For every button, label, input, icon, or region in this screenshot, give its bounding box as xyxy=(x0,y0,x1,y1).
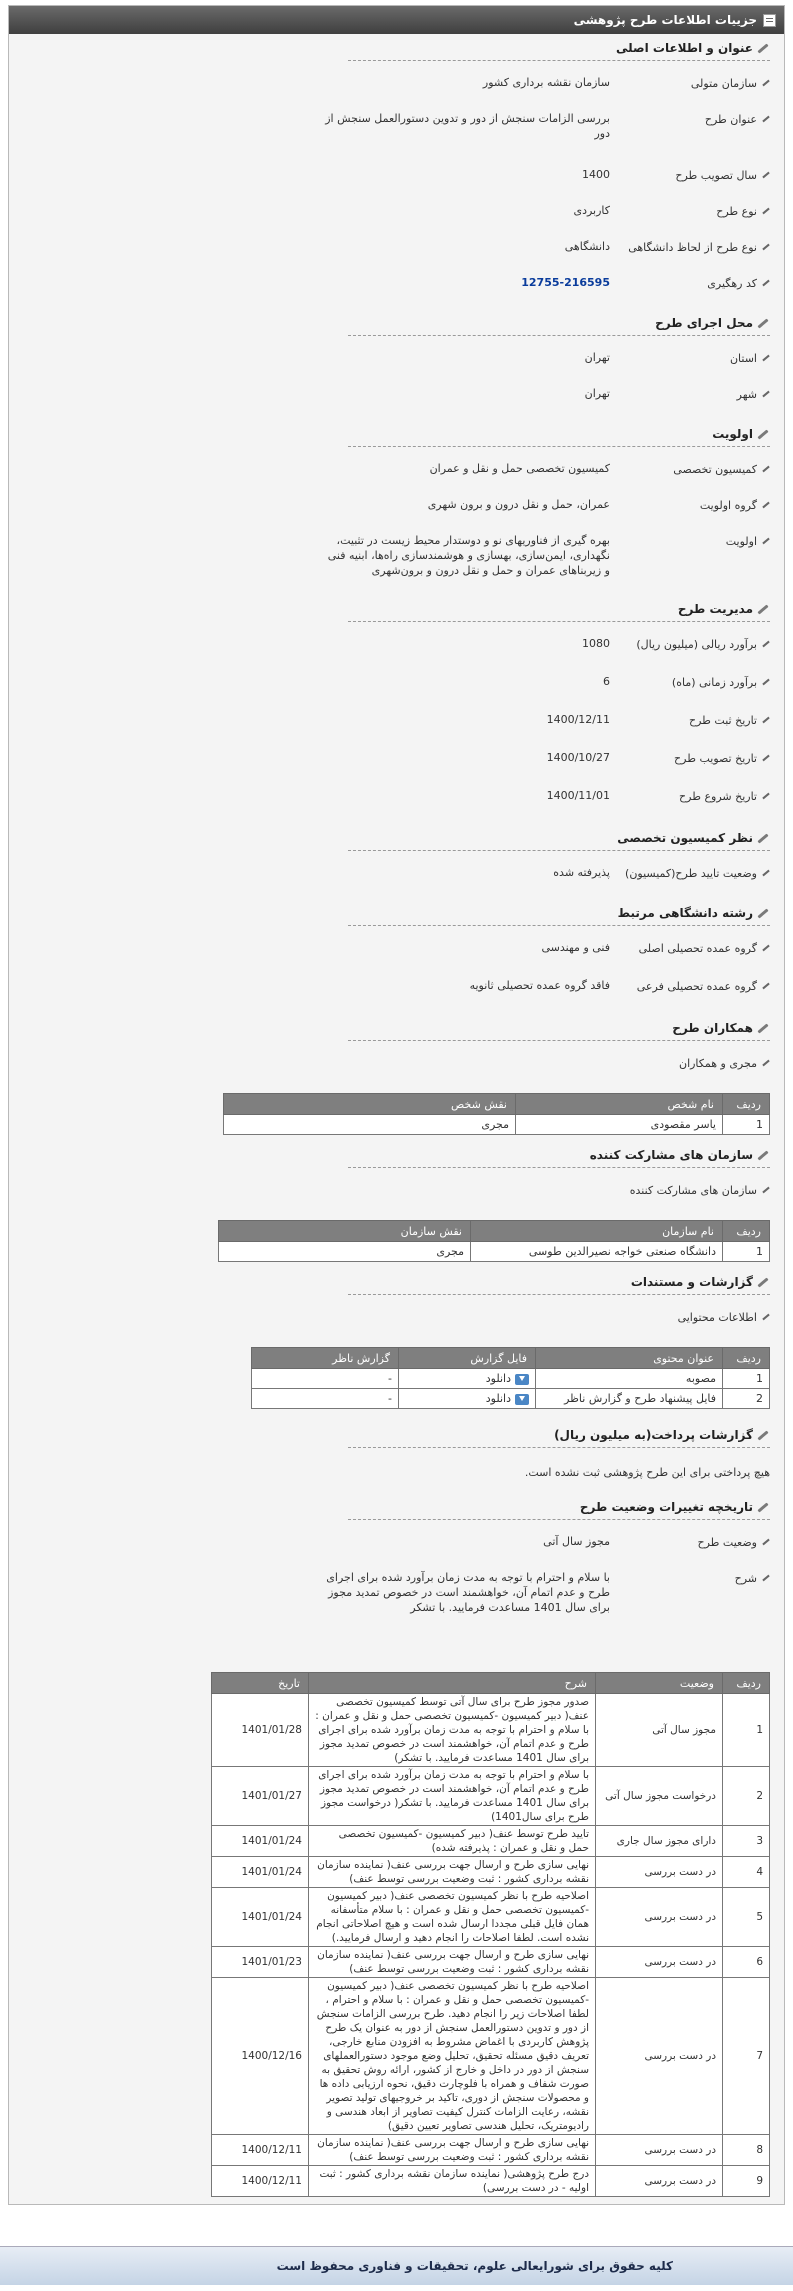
window-icon xyxy=(763,14,776,27)
footer xyxy=(0,2246,793,2285)
field-row xyxy=(9,378,770,414)
section-colleagues xyxy=(9,1016,770,1135)
table-cell: با سلام و احترام با توجه به مدت زمان برآورد شده برای اجرای طرح و عدم اتمام آن، خواهشمند است در خصوص تمدید مجوز برای سال 1401 مساعدت فرمایید. با تشکر( درخواست مجوز طرح برای سال1401) xyxy=(309,1767,596,1826)
field-value: پذیرفته شده xyxy=(553,866,610,879)
table-cell: 1401/01/23 xyxy=(212,1947,309,1978)
field-row xyxy=(9,67,770,103)
field-label: نوع طرح xyxy=(716,205,757,218)
bullet-pen-icon xyxy=(761,243,770,252)
field-value: کمیسیون تخصصی حمل و نقل و عمران xyxy=(429,462,610,475)
field-value: تهران xyxy=(584,387,610,400)
table-header-cell: ردیف xyxy=(723,1348,770,1369)
table-cell: در دست بررسی xyxy=(596,1857,723,1888)
field-label: گروه عمده تحصیلی اصلی xyxy=(638,942,757,955)
bullet-pen-icon xyxy=(761,207,770,216)
table-cell: 1401/01/24 xyxy=(212,1826,309,1857)
orgs-table xyxy=(218,1220,770,1262)
field-value: بررسی الزامات سنجش از دور و تدوین دستورالعمل سنجش از دور xyxy=(325,112,610,140)
pen-icon xyxy=(756,428,770,440)
bullet-pen-icon xyxy=(761,982,770,991)
field-label-wrap xyxy=(610,970,770,993)
field-value: مجوز سال آتی xyxy=(543,1535,610,1548)
field-value: دانشگاهی xyxy=(564,240,610,253)
field-label: گروه اولویت xyxy=(699,499,757,512)
table-cell: 5 xyxy=(723,1888,770,1947)
table-cell: اصلاحیه طرح با نظر کمیسیون تخصصی عنف( دبیر کمیسیون -کمیسیون تخصصی حمل و نقل و عمران : با سلام متأسفانه همان فایل قبلی مجددا ارسال شده است و هیچ اصلاحاتی انجام نشده است. لطفا اصلاحات را انجام دهید و ارسال فرمایید.) xyxy=(309,1888,596,1947)
table-cell: در دست بررسی xyxy=(596,2135,723,2166)
table-row xyxy=(212,1978,770,2135)
field-label-wrap xyxy=(610,780,770,803)
table-header-cell: شرح xyxy=(309,1673,596,1694)
field-row xyxy=(9,970,770,1008)
table-row xyxy=(219,1242,770,1262)
table-cell: نهایی سازی طرح و ارسال جهت بررسی عنف( نماینده سازمان نقشه برداری کشور : ثبت وضعیت بررسی توسط عنف) xyxy=(309,1947,596,1978)
bullet-pen-icon xyxy=(761,537,770,546)
table-cell: 1 xyxy=(723,1115,770,1135)
section-header-payments xyxy=(348,1423,770,1448)
field-label: تاریخ ثبت طرح xyxy=(689,714,757,727)
table-cell: 1 xyxy=(723,1242,770,1262)
field-label-wrap xyxy=(610,1526,770,1549)
field-label-wrap xyxy=(610,267,770,290)
field-value: عمران، حمل و نقل درون و برون شهری xyxy=(427,498,610,511)
colleagues-table xyxy=(223,1093,770,1135)
field-label-wrap xyxy=(610,103,770,126)
section-title: محل اجرای طرح xyxy=(655,316,753,330)
field-row xyxy=(9,525,770,589)
section-header-location xyxy=(348,311,770,336)
section-main xyxy=(9,36,770,303)
section-title: همکاران طرح xyxy=(672,1021,753,1035)
details-content xyxy=(9,36,784,2197)
pen-icon xyxy=(756,1149,770,1161)
pen-icon xyxy=(756,603,770,615)
download-cell[interactable] xyxy=(399,1369,536,1389)
field-label-wrap xyxy=(610,932,770,955)
table-cell: 1 xyxy=(723,1694,770,1767)
field-label: برآورد ریالی (میلیون ریال) xyxy=(636,638,757,651)
table-header-row xyxy=(219,1221,770,1242)
field-row xyxy=(9,103,770,159)
table-header-cell: ردیف xyxy=(723,1094,770,1115)
field-row xyxy=(9,231,770,267)
bullet-pen-icon xyxy=(761,1186,770,1195)
field-value: 1400/11/01 xyxy=(546,789,610,802)
table-header-row xyxy=(252,1348,770,1369)
table-cell: نهایی سازی طرح و ارسال جهت بررسی عنف( نماینده سازمان نقشه برداری کشور : ثبت وضعیت بررسی توسط عنف) xyxy=(309,2135,596,2166)
field-value: فاقد گروه عمده تحصیلی ثانویه xyxy=(469,979,610,992)
table-row xyxy=(212,2135,770,2166)
field-row xyxy=(9,857,770,893)
table-row xyxy=(212,1947,770,1978)
table-cell: 2 xyxy=(723,1767,770,1826)
pen-icon xyxy=(756,1429,770,1441)
table-row xyxy=(212,1767,770,1826)
download-link[interactable]: دانلود xyxy=(485,1372,511,1385)
section-header-academic xyxy=(348,901,770,926)
field-label: نوع طرح از لحاظ دانشگاهی xyxy=(628,241,757,254)
bullet-pen-icon xyxy=(761,354,770,363)
field-row xyxy=(9,704,770,742)
field-label-wrap xyxy=(610,525,770,548)
table-header-cell: نام شخص xyxy=(516,1094,723,1115)
field-label: سازمان های مشارکت کننده xyxy=(629,1184,757,1197)
table-cell: مجوز سال آتی xyxy=(596,1694,723,1767)
table-row xyxy=(252,1369,770,1389)
field-row xyxy=(9,742,770,780)
bullet-pen-icon xyxy=(761,716,770,725)
section-commission xyxy=(9,826,770,893)
pen-icon xyxy=(756,907,770,919)
field-label-wrap xyxy=(610,489,770,512)
field-label: شرح xyxy=(734,1572,757,1585)
field-label: مجری و همکاران xyxy=(678,1057,757,1070)
field-row xyxy=(9,489,770,525)
field-label-wrap xyxy=(610,857,770,880)
table-cell: درخواست مجوز سال آتی xyxy=(596,1767,723,1826)
field-label-wrap xyxy=(610,1047,770,1070)
field-row xyxy=(9,342,770,378)
section-history xyxy=(9,1495,770,2197)
table-cell: 1401/01/24 xyxy=(212,1888,309,1947)
field-label-wrap xyxy=(610,159,770,182)
table-cell: اصلاحیه طرح با نظر کمیسیون تخصصی عنف( دبیر کمیسیون -کمیسیون تخصصی حمل و نقل و عمران : با سلام و احترام ، لطفا اصلاحات زیر را انجام دهید. طرح بررسی الزامات سنجش از دور و تدوین دستورالعمل سنجش از دور به عنوان یک طرح پژوهش کاربردی با اغماض مشروط به افزودن منابع خارجی، تعریف دقیق مسئله تحقیق، تحلیل وضع موجود دستورالعملهای سنجش از دور در داخل و خارج از کشور، ارائه روش تحقیق به صورت شفاف و همراه با فلوچارت دقیق، نحوه ارزیابی داده ها و محصولات سنجش از دوری، تاکید بر خروجیهای تولید تصویر نقشه، رعایت الزامات کنترل کیفیت تصاویر از ابعاد هندسی و رادیومتریک، تحلیل هندسی تصاویر تعیین دقیق) xyxy=(309,1978,596,2135)
field-row xyxy=(9,159,770,195)
section-title: مدیریت طرح xyxy=(677,602,753,616)
section-header-orgs xyxy=(348,1143,770,1168)
table-cell: 2 xyxy=(723,1389,770,1409)
field-value: 6 xyxy=(603,675,610,688)
table-cell: مجری xyxy=(219,1242,471,1262)
field-row xyxy=(9,666,770,704)
table-row xyxy=(224,1115,770,1135)
section-title: عنوان و اطلاعات اصلی xyxy=(615,41,753,55)
table-cell: دارای مجوز سال جاری xyxy=(596,1826,723,1857)
download-link[interactable]: دانلود xyxy=(485,1392,511,1405)
field-value[interactable]: 12755-216595 xyxy=(521,276,610,289)
field-value: کاربردی xyxy=(573,204,610,217)
pen-icon xyxy=(756,1022,770,1034)
pen-icon xyxy=(756,832,770,844)
field-value: تهران xyxy=(584,351,610,364)
section-payments xyxy=(9,1423,770,1487)
field-label: کد رهگیری xyxy=(707,277,757,290)
field-label: تاریخ تصویب طرح xyxy=(674,752,757,765)
section-header-colleagues xyxy=(348,1016,770,1041)
bullet-pen-icon xyxy=(761,792,770,801)
download-icon[interactable] xyxy=(515,1394,529,1405)
field-label-wrap xyxy=(610,628,770,651)
field-label-wrap xyxy=(610,704,770,727)
download-icon[interactable] xyxy=(515,1374,529,1385)
field-row xyxy=(9,1047,770,1083)
table-header-cell: گزارش ناظر xyxy=(252,1348,399,1369)
field-label: سال تصویب طرح xyxy=(675,169,757,182)
payments-text: هیچ پرداختی برای این طرح پژوهشی ثبت نشده است. xyxy=(524,1466,770,1479)
table-row xyxy=(212,1826,770,1857)
table-header-cell: عنوان محتوی xyxy=(536,1348,723,1369)
table-cell: در دست بررسی xyxy=(596,1978,723,2135)
field-label: وضعیت تایید طرح(کمیسیون) xyxy=(625,867,757,880)
table-header-row xyxy=(212,1673,770,1694)
table-cell: یاسر مقصودی xyxy=(516,1115,723,1135)
field-value: با سلام و احترام با توجه به مدت زمان برآورد شده برای اجرای طرح و عدم اتمام آن، خواهشمند است در خصوص تمدید مجوز برای سال 1401 مساعدت فرمایید. با تشکر xyxy=(326,1571,610,1614)
bullet-pen-icon xyxy=(761,944,770,953)
section-header-priority xyxy=(348,422,770,447)
table-cell: - xyxy=(252,1369,399,1389)
field-row xyxy=(9,1526,770,1562)
field-label: اطلاعات محتوایی xyxy=(677,1311,757,1324)
field-label: برآورد زمانی (ماه) xyxy=(671,676,757,689)
table-cell: در دست بررسی xyxy=(596,2166,723,2197)
table-row xyxy=(212,1857,770,1888)
table-header-row xyxy=(224,1094,770,1115)
field-label-wrap xyxy=(610,231,770,254)
table-cell: تایید طرح توسط عنف( دبیر کمیسیون -کمیسیون تخصصی حمل و نقل و عمران : پذیرفته شده) xyxy=(309,1826,596,1857)
bullet-pen-icon xyxy=(761,1574,770,1583)
table-cell: در دست بررسی xyxy=(596,1947,723,1978)
table-cell: 9 xyxy=(723,2166,770,2197)
section-title: گزارشات پرداخت(به میلیون ریال) xyxy=(554,1428,753,1442)
table-cell: 1400/12/16 xyxy=(212,1978,309,2135)
section-header-history xyxy=(348,1495,770,1520)
table-header-cell: نام سازمان xyxy=(471,1221,723,1242)
field-label-wrap xyxy=(610,666,770,689)
table-cell: مصوبه xyxy=(536,1369,723,1389)
pen-icon xyxy=(756,1501,770,1513)
panel-title: جزییات اطلاعات طرح پژوهشی xyxy=(573,13,757,27)
bullet-pen-icon xyxy=(761,465,770,474)
field-row xyxy=(9,453,770,489)
field-row xyxy=(9,1562,770,1658)
section-title: گزارشات و مستندات xyxy=(630,1275,753,1289)
bullet-pen-icon xyxy=(761,1313,770,1322)
table-cell: 1401/01/28 xyxy=(212,1694,309,1767)
section-header-commission xyxy=(348,826,770,851)
field-label: سازمان متولی xyxy=(690,77,757,90)
field-value: 1080 xyxy=(582,637,610,650)
section-orgs xyxy=(9,1143,770,1262)
field-label: گروه عمده تحصیلی فرعی xyxy=(636,980,757,993)
field-label-wrap xyxy=(610,1301,770,1324)
field-label-wrap xyxy=(610,1562,770,1585)
reports-table xyxy=(251,1347,770,1409)
field-value: 1400/12/11 xyxy=(546,713,610,726)
field-value: بهره گیری از فناوریهای نو و دوستدار محیط زیست در تثبیت، نگهداری، ایمن‌سازی، بهسازی و هوشمندسازی راه‌ها، ابنیه فنی و زیربناهای عمران و حمل و نقل درون و برون‌شهری xyxy=(327,534,610,577)
section-title: سازمان های مشارکت کننده xyxy=(589,1148,753,1162)
field-label: وضعیت طرح xyxy=(697,1536,757,1549)
panel-title-bar xyxy=(9,6,784,34)
section-header-management xyxy=(348,597,770,622)
section-reports xyxy=(9,1270,770,1409)
section-title: رشته دانشگاهی مرتبط xyxy=(617,906,753,920)
table-cell: 4 xyxy=(723,1857,770,1888)
details-panel xyxy=(8,5,785,2205)
field-value: فنی و مهندسی xyxy=(541,941,610,954)
field-label: استان xyxy=(729,352,757,365)
bullet-pen-icon xyxy=(761,1059,770,1068)
table-cell: 1 xyxy=(723,1369,770,1389)
field-row xyxy=(9,780,770,818)
table-header-cell: نقش شخص xyxy=(224,1094,516,1115)
bullet-pen-icon xyxy=(761,501,770,510)
bullet-pen-icon xyxy=(761,1538,770,1547)
field-label-wrap xyxy=(610,195,770,218)
section-location xyxy=(9,311,770,414)
bullet-pen-icon xyxy=(761,640,770,649)
field-label-wrap xyxy=(610,342,770,365)
table-cell: 7 xyxy=(723,1978,770,2135)
pen-icon xyxy=(756,1276,770,1288)
bullet-pen-icon xyxy=(761,754,770,763)
table-cell: نهایی سازی طرح و ارسال جهت بررسی عنف( نماینده سازمان نقشه برداری کشور : ثبت وضعیت بررسی توسط عنف) xyxy=(309,1857,596,1888)
table-row xyxy=(212,1888,770,1947)
bullet-pen-icon xyxy=(761,279,770,288)
table-header-cell: وضعیت xyxy=(596,1673,723,1694)
copyright-text: کلیه حقوق برای شورایعالی علوم، تحقیقات و فناوری محفوظ است xyxy=(276,2259,673,2273)
table-cell: مجری xyxy=(224,1115,516,1135)
table-cell: درج طرح پژوهشی( نماینده سازمان نقشه برداری کشور : ثبت اولیه - در دست بررسی) xyxy=(309,2166,596,2197)
table-header-cell: ردیف xyxy=(723,1221,770,1242)
field-label-wrap xyxy=(610,742,770,765)
field-label-wrap xyxy=(610,453,770,476)
table-header-cell: ردیف xyxy=(723,1673,770,1694)
pen-icon xyxy=(756,317,770,329)
table-header-cell: تاریخ xyxy=(212,1673,309,1694)
field-row xyxy=(9,932,770,970)
field-value: 1400/10/27 xyxy=(546,751,610,764)
field-label: کمیسیون تخصصی xyxy=(673,463,757,476)
field-label: شهر xyxy=(736,388,757,401)
field-value: سازمان نقشه برداری کشور xyxy=(482,76,610,89)
table-cell: 8 xyxy=(723,2135,770,2166)
field-label-wrap xyxy=(610,67,770,90)
field-row xyxy=(9,1174,770,1210)
section-header-main xyxy=(348,36,770,61)
field-label: عنوان طرح xyxy=(704,113,757,126)
field-row xyxy=(9,267,770,303)
table-header-cell: فایل گزارش xyxy=(399,1348,536,1369)
section-management xyxy=(9,597,770,818)
section-academic xyxy=(9,901,770,1008)
table-cell: فایل پیشنهاد طرح و گزارش ناظر xyxy=(536,1389,723,1409)
download-cell[interactable] xyxy=(399,1389,536,1409)
table-row xyxy=(212,2166,770,2197)
history-table xyxy=(211,1672,770,2197)
section-title: نظر کمیسیون تخصصی xyxy=(617,831,753,845)
field-label-wrap xyxy=(610,378,770,401)
table-header-cell: نقش سازمان xyxy=(219,1221,471,1242)
bullet-pen-icon xyxy=(761,678,770,687)
table-cell: 1401/01/24 xyxy=(212,1857,309,1888)
table-row xyxy=(212,1694,770,1767)
table-cell: دانشگاه صنعتی خواجه نصیرالدین طوسی xyxy=(471,1242,723,1262)
table-cell: صدور مجوز طرح برای سال آتی توسط کمیسیون تخصصی عنف( دبیر کمیسیون -کمیسیون تخصصی حمل و نقل و عمران : با سلام و احترام با توجه به مدت زمان برآورد شده برای اجرای طرح و عدم اتمام آن، خواهشمند است در خصوص تمدید مجوز برای سال 1401 مساعدت فرمایید. با تشکر) xyxy=(309,1694,596,1767)
bullet-pen-icon xyxy=(761,869,770,878)
table-cell: 3 xyxy=(723,1826,770,1857)
field-row xyxy=(9,195,770,231)
bullet-pen-icon xyxy=(761,390,770,399)
bullet-pen-icon xyxy=(761,79,770,88)
field-label: اولویت xyxy=(725,535,757,548)
bullet-pen-icon xyxy=(761,171,770,180)
field-label-wrap xyxy=(610,1174,770,1197)
table-cell: - xyxy=(252,1389,399,1409)
table-row xyxy=(252,1389,770,1409)
field-row xyxy=(9,628,770,666)
section-header-reports xyxy=(348,1270,770,1295)
table-cell: 6 xyxy=(723,1947,770,1978)
field-label: تاریخ شروع طرح xyxy=(679,790,757,803)
field-row xyxy=(9,1301,770,1337)
bullet-pen-icon xyxy=(761,115,770,124)
table-cell: در دست بررسی xyxy=(596,1888,723,1947)
table-cell: 1400/12/11 xyxy=(212,2135,309,2166)
table-cell: 1401/01/27 xyxy=(212,1767,309,1826)
table-cell: 1400/12/11 xyxy=(212,2166,309,2197)
pen-icon xyxy=(756,42,770,54)
section-title: اولویت xyxy=(712,427,753,441)
field-value: 1400 xyxy=(582,168,610,181)
section-priority xyxy=(9,422,770,589)
section-title: تاریخچه تغییرات وضعیت طرح xyxy=(579,1500,753,1514)
